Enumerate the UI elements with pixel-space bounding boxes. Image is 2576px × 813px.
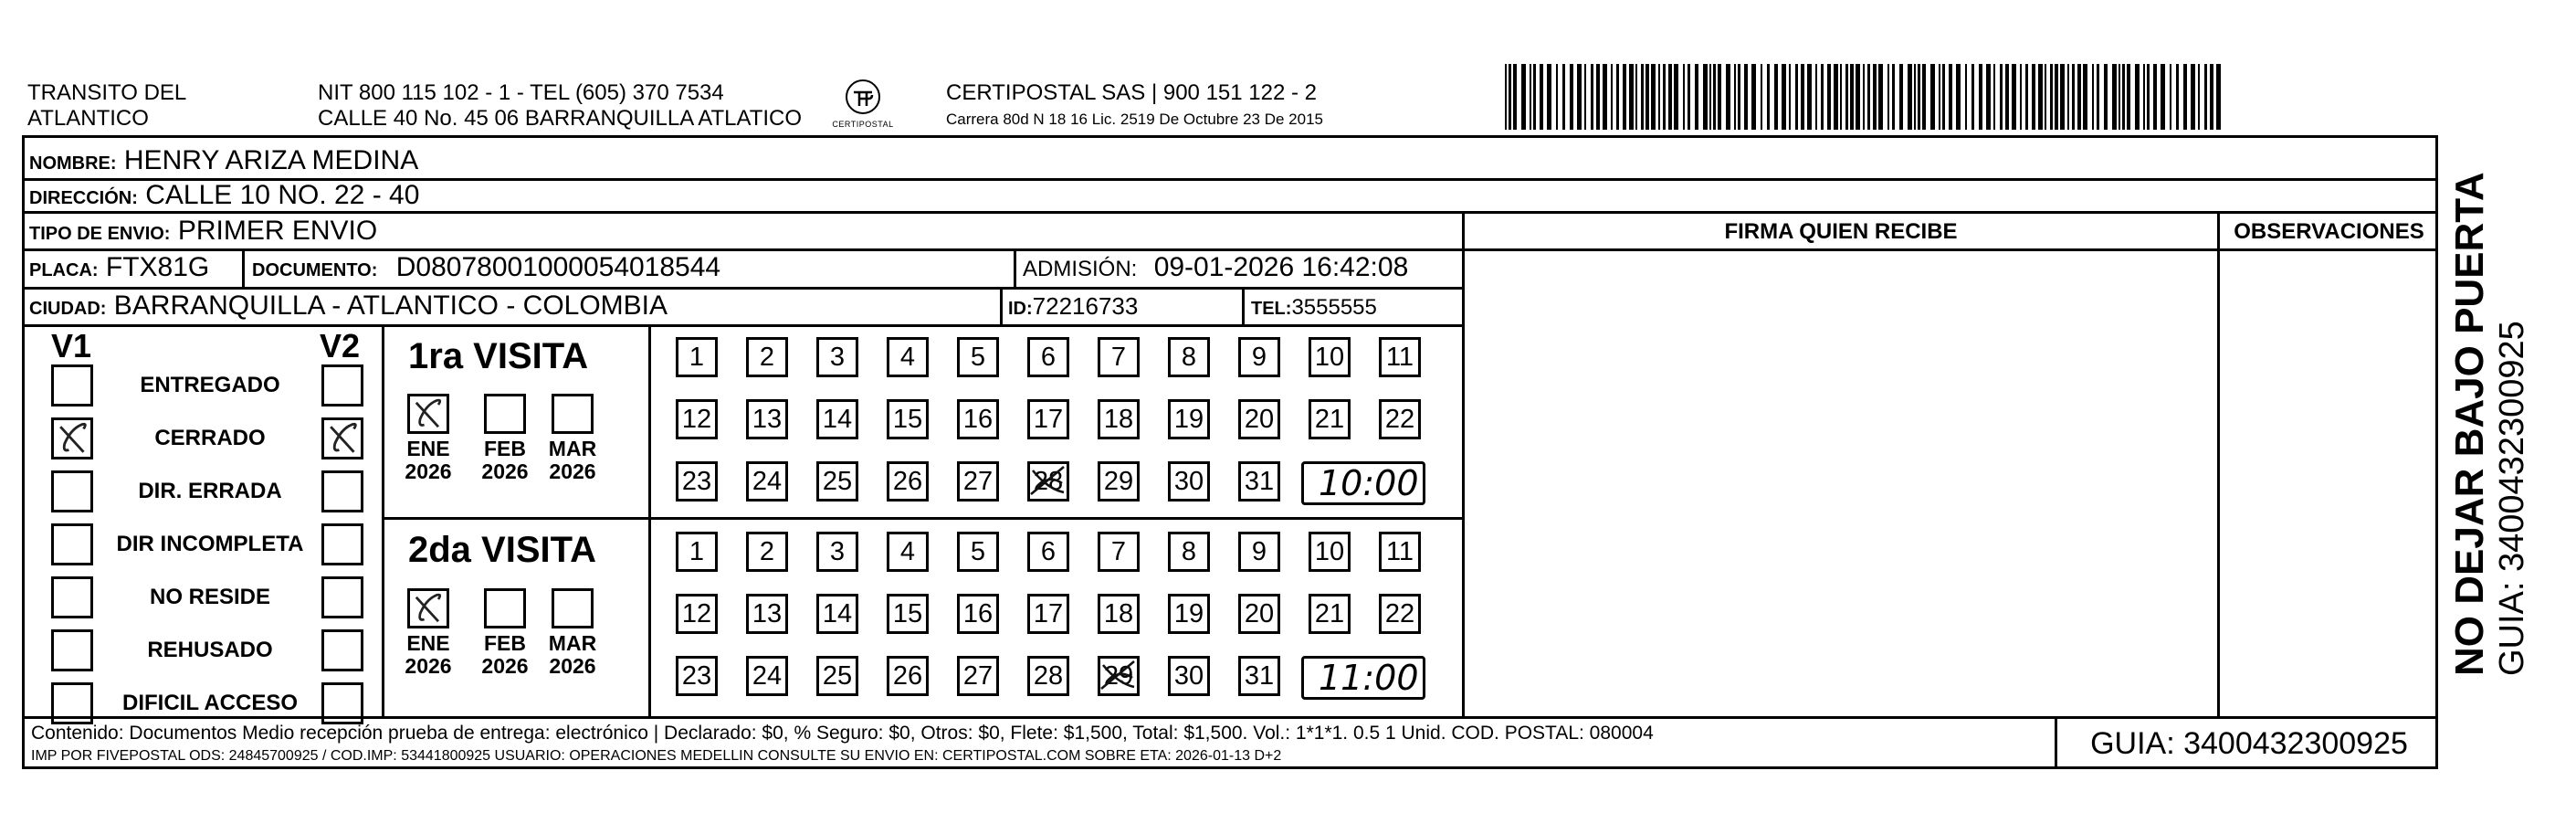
barcode-bar: [1591, 64, 1593, 130]
barcode-bar: [2210, 64, 2213, 130]
month-year: 2026: [405, 654, 452, 678]
barcode-bar: [1782, 64, 1786, 130]
barcode-bar: [1709, 64, 1711, 130]
status-label: REHUSADO: [147, 638, 273, 662]
plate-cell: [29, 253, 209, 285]
barcode-bar: [1939, 64, 1940, 130]
courier-license: Carrera 80d N 18 16 Lic. 2519 De Octubre 23 De 2015: [946, 111, 1323, 128]
barcode-bar: [1616, 64, 1619, 130]
second-visit-day-cell[interactable]: 27: [957, 656, 999, 696]
address-label: DIRECCIÓN:: [29, 188, 138, 208]
month-name: ENE: [406, 631, 450, 655]
barcode-bar: [1979, 64, 1982, 130]
first-visit-day-cell[interactable]: 7: [1098, 337, 1140, 377]
first-visit-day-cell[interactable]: 26: [887, 461, 929, 502]
side-warning: NO DEJAR BAJO PUERTA: [2447, 172, 2492, 676]
barcode-bar: [1840, 64, 1842, 130]
first-visit-day-cell[interactable]: 29: [1098, 461, 1140, 502]
second-visit-day-cell[interactable]: 9: [1238, 532, 1280, 572]
first-visit-day-cell[interactable]: 13: [746, 399, 788, 439]
admission-cell: [1023, 253, 1408, 284]
status-label: NO RESIDE: [149, 585, 271, 609]
admission-label: ADMISIÓN:: [1023, 257, 1138, 281]
barcode-bar: [2112, 64, 2117, 130]
rule: [242, 248, 245, 287]
barcode-bar: [1596, 64, 1600, 130]
second-visit-day-cell[interactable]: 30: [1168, 656, 1210, 696]
barcode-bar: [1668, 64, 1672, 130]
first-visit-month-checkbox[interactable]: [407, 394, 449, 434]
sender-address: CALLE 40 No. 45 06 BARRANQUILLA ATLATICO: [318, 106, 803, 131]
imp-line: IMP POR FIVEPOSTAL ODS: 24845700925 / COD.IMP: 53441800925 USUARIO: OPERACIONES MEDELLIN CONSULTE SU ENVIO EN: CERTIPOSTAL.COM SOBRE ETA: 2026-01-13 D+2: [31, 748, 1282, 764]
first-visit-day-cell[interactable]: 11: [1379, 337, 1421, 377]
barcode-bar: [1533, 64, 1536, 130]
second-visit-day-cell[interactable]: 7: [1098, 532, 1140, 572]
barcode-bar: [2204, 64, 2207, 130]
first-visit-day-cell[interactable]: 23: [676, 461, 718, 502]
barcode-bar: [1767, 64, 1770, 130]
first-visit-day-cell[interactable]: 24: [746, 461, 788, 502]
id-value: 72216733: [1032, 292, 1139, 320]
barcode-bar: [1734, 64, 1736, 130]
barcode-bar: [2072, 64, 2075, 130]
barcode-bar: [2050, 64, 2053, 130]
month-year: 2026: [549, 459, 596, 483]
certipostal-logo: [822, 79, 904, 130]
first-visit-day-cell[interactable]: 8: [1168, 337, 1210, 377]
second-visit-day-cell[interactable]: 23: [676, 656, 718, 696]
side-text: [2447, 172, 2531, 676]
barcode-bar: [1965, 64, 1967, 130]
barcode-bar: [1887, 64, 1889, 130]
barcode-bar: [1863, 64, 1865, 130]
rule: [1462, 211, 1465, 716]
status-label: DIFICIL ACCESO: [121, 691, 298, 715]
barcode-bar: [1956, 64, 1961, 130]
second-visit-day-cell[interactable]: 2: [746, 532, 788, 572]
barcode-bar: [1914, 64, 1916, 130]
barcode-bar: [1641, 64, 1644, 130]
barcode-bar: [1942, 64, 1945, 130]
barcode-bar: [1815, 64, 1817, 130]
first-visit-day-cell[interactable]: 31: [1238, 461, 1280, 502]
rule: [22, 287, 1465, 290]
barcode-bar: [1577, 64, 1582, 130]
barcode-bar: [1713, 64, 1716, 130]
barcode-bar: [1629, 64, 1634, 130]
barcode-bar: [1922, 64, 1926, 130]
shipment-row: [29, 216, 377, 248]
v1-header: V1: [51, 327, 92, 364]
first-visit-day-cell[interactable]: 2: [746, 337, 788, 377]
second-visit-day-cell[interactable]: 8: [1168, 532, 1210, 572]
second-visit-day-cell[interactable]: 4: [887, 532, 929, 572]
rule: [1242, 287, 1245, 324]
month-year: 2026: [405, 459, 452, 483]
barcode-bar: [1513, 64, 1517, 130]
barcode-bar: [1827, 64, 1831, 130]
barcode-bar: [1556, 64, 1558, 130]
first-visit-day-cell[interactable]: 18: [1098, 399, 1140, 439]
handwritten-check-icon: [408, 589, 448, 629]
second-visit-month-label: [473, 632, 537, 678]
first-visit-day-cell[interactable]: 16: [957, 399, 999, 439]
barcode-bar: [1584, 64, 1586, 130]
barcode-bar: [1789, 64, 1791, 130]
id-cell: [1008, 291, 1138, 323]
barcode-bar: [1834, 64, 1838, 130]
barcode-bar: [2020, 64, 2022, 130]
barcode-bar: [1821, 64, 1824, 130]
second-visit-month-checkbox[interactable]: [484, 588, 526, 628]
first-visit-month-label: [473, 438, 537, 483]
rule: [22, 716, 2438, 719]
barcode-bar: [1623, 64, 1626, 130]
rule: [384, 517, 1465, 520]
barcode-bar: [1645, 64, 1649, 130]
barcode-bar: [1540, 64, 1543, 130]
first-visit-day-cell[interactable]: 20: [1238, 399, 1280, 439]
rule: [1000, 287, 1003, 324]
first-visit-month-checkbox[interactable]: [552, 394, 594, 434]
id-label: ID:: [1008, 299, 1033, 319]
barcode-bar: [2067, 64, 2069, 130]
plate-label: PLACA:: [29, 260, 99, 280]
barcode: [1505, 64, 2226, 130]
tel-label: TEL:: [1251, 299, 1292, 319]
second-visit-month-label: [396, 632, 460, 678]
barcode-bar: [1726, 64, 1730, 130]
second-visit-day-cell[interactable]: 15: [887, 594, 929, 634]
signature-header: FIRMA QUIEN RECIBE: [1724, 219, 1958, 244]
month-year: 2026: [481, 654, 529, 678]
rule: [1465, 248, 2438, 251]
barcode-bar: [2119, 64, 2120, 130]
tel-value: 3555555: [1291, 295, 1377, 320]
barcode-bar: [2060, 64, 2065, 130]
recipient-address: CALLE 10 NO. 22 - 40: [145, 180, 420, 210]
first-visit-month-label: [541, 438, 605, 483]
shipment-label: TIPO DE ENVIO:: [29, 224, 171, 244]
barcode-bar: [1801, 64, 1804, 130]
plate-value: FTX81G: [105, 252, 210, 282]
second-visit-day-cell[interactable]: 3: [816, 532, 858, 572]
barcode-bar: [1873, 64, 1877, 130]
second-visit-day-cell[interactable]: 25: [816, 656, 858, 696]
barcode-bar: [1899, 64, 1903, 130]
name-row: [29, 146, 418, 178]
barcode-bar: [2104, 64, 2108, 130]
certipostal-logo-icon: [843, 79, 883, 115]
v2-header: V2: [320, 327, 361, 364]
second-visit-title: 2da VISITA: [408, 530, 596, 570]
barcode-bar: [2045, 64, 2046, 130]
barcode-bar: [1688, 64, 1690, 130]
barcode-bar: [1603, 64, 1607, 130]
month-name: ENE: [406, 437, 450, 460]
barcode-bar: [2032, 64, 2035, 130]
second-visit-day-cell[interactable]: 5: [957, 532, 999, 572]
barcode-bar: [1986, 64, 1991, 130]
barcode-bar: [1761, 64, 1762, 130]
first-visit-day-cell[interactable]: 12: [676, 399, 718, 439]
first-visit-day-cell[interactable]: 28: [1027, 461, 1069, 502]
nit-line: NIT 800 115 102 - 1 - TEL (605) 370 7534: [318, 80, 724, 105]
first-visit-month-checkbox[interactable]: [484, 394, 526, 434]
content-line: Contenido: Documentos Medio recepción prueba de entrega: electrónico | Declarado: $0, % Seguro: $0, Otros: $0, Flete: $1,500, Total: $1,500. Vol.: 1*1*1. 0.5 1 Unid. COD. POSTAL: 080004: [31, 723, 1654, 744]
org-name-line-2: ATLANTICO: [27, 106, 149, 131]
barcode-bar: [2077, 64, 2081, 130]
barcode-bar: [1878, 64, 1883, 130]
barcode-bar: [1674, 64, 1678, 130]
side-guide: GUIA: 3400432300925: [2493, 321, 2531, 676]
barcode-bar: [2092, 64, 2094, 130]
first-visit-day-cell[interactable]: 4: [887, 337, 929, 377]
status-label: DIR. ERRADA: [138, 479, 282, 503]
first-visit-day-cell[interactable]: 17: [1027, 399, 1069, 439]
second-visit-day-cell[interactable]: 31: [1238, 656, 1280, 696]
barcode-bar: [2198, 64, 2200, 130]
first-visit-day-cell[interactable]: 5: [957, 337, 999, 377]
barcode-bar: [2147, 64, 2150, 130]
document-cell: [252, 253, 720, 285]
second-visit-time: 11:00: [1319, 658, 1419, 698]
barcode-bar: [1683, 64, 1685, 130]
second-visit-day-cell[interactable]: 10: [1309, 532, 1351, 572]
org-name-line-1: TRANSITO DEL: [27, 80, 187, 105]
barcode-bar: [2122, 64, 2125, 130]
barcode-bar: [1751, 64, 1756, 130]
first-visit-day-cell[interactable]: 10: [1309, 337, 1351, 377]
rule: [2217, 211, 2220, 716]
first-visit-day-cell[interactable]: 15: [887, 399, 929, 439]
first-visit-title: 1ra VISITA: [408, 336, 589, 376]
barcode-bar: [1807, 64, 1812, 130]
second-visit-day-cell[interactable]: 14: [816, 594, 858, 634]
barcode-bar: [1795, 64, 1798, 130]
month-year: 2026: [549, 654, 596, 678]
barcode-bar: [2127, 64, 2130, 130]
month-year: 2026: [481, 459, 529, 483]
barcode-bar: [2216, 64, 2221, 130]
barcode-bar: [1635, 64, 1637, 130]
barcode-bar: [1718, 64, 1721, 130]
barcode-bar: [1744, 64, 1748, 130]
shipment-type: PRIMER ENVIO: [177, 216, 378, 246]
name-label: NOMBRE:: [29, 153, 117, 174]
second-visit-day-cell[interactable]: 13: [746, 594, 788, 634]
recipient-name: HENRY ARIZA MEDINA: [123, 145, 419, 175]
first-visit-day-cell[interactable]: 3: [816, 337, 858, 377]
barcode-bar: [1892, 64, 1895, 130]
org-name: [27, 80, 186, 132]
barcode-bar: [2143, 64, 2145, 130]
first-visit-day-cell[interactable]: 27: [957, 461, 999, 502]
barcode-bar: [1856, 64, 1860, 130]
admission-value: 09-01-2026 16:42:08: [1153, 252, 1409, 282]
barcode-bar: [1738, 64, 1740, 130]
first-visit-day-cell[interactable]: 14: [816, 399, 858, 439]
barcode-bar: [1703, 64, 1708, 130]
second-visit-day-cell[interactable]: 26: [887, 656, 929, 696]
logo-text: CERTIPOSTAL: [832, 120, 894, 129]
barcode-bar: [2055, 64, 2058, 130]
second-visit-day-cell[interactable]: 22: [1379, 594, 1421, 634]
sender-info: [318, 80, 802, 132]
second-visit-month-checkbox[interactable]: [407, 588, 449, 628]
rule: [22, 324, 1465, 327]
month-name: FEB: [484, 437, 526, 460]
first-visit-time: 10:00: [1319, 463, 1419, 503]
handwritten-check-icon: [408, 395, 448, 435]
barcode-bar: [1695, 64, 1698, 130]
second-visit-month-checkbox[interactable]: [552, 588, 594, 628]
barcode-bar: [2025, 64, 2028, 130]
barcode-bar: [1611, 64, 1613, 130]
month-name: MAR: [548, 437, 597, 460]
tel-cell: [1251, 291, 1377, 323]
rule: [382, 324, 384, 716]
first-visit-day-cell[interactable]: 22: [1379, 399, 1421, 439]
status-label: ENTREGADO: [140, 373, 280, 397]
second-visit-day-cell[interactable]: 6: [1027, 532, 1069, 572]
barcode-bar: [2161, 64, 2165, 130]
first-visit-day-cell[interactable]: 19: [1168, 399, 1210, 439]
barcode-bar: [1774, 64, 1778, 130]
barcode-bar: [1570, 64, 1573, 130]
barcode-bar: [1993, 64, 1995, 130]
barcode-bar: [1850, 64, 1854, 130]
barcode-bar: [2170, 64, 2171, 130]
month-name: FEB: [484, 631, 526, 655]
month-name: MAR: [548, 631, 597, 655]
address-row: [29, 181, 419, 213]
rule: [648, 324, 651, 716]
barcode-bar: [2183, 64, 2187, 130]
second-visit-day-cell[interactable]: 24: [746, 656, 788, 696]
footer-guide: GUIA: 3400432300925: [2090, 726, 2408, 761]
second-visit-day-cell[interactable]: 1: [676, 532, 718, 572]
first-visit-day-cell[interactable]: 30: [1168, 461, 1210, 502]
barcode-bar: [1908, 64, 1912, 130]
barcode-bar: [2135, 64, 2140, 130]
city-cell: [29, 291, 668, 323]
status-label: CERRADO: [154, 426, 266, 450]
rule: [22, 248, 1465, 251]
second-visit-day-cell[interactable]: 11: [1379, 532, 1421, 572]
courier-info: [946, 80, 1323, 130]
barcode-bar: [2153, 64, 2157, 130]
first-visit-day-cell[interactable]: 1: [676, 337, 718, 377]
barcode-bar: [2005, 64, 2009, 130]
barcode-bar: [1867, 64, 1870, 130]
second-visit-day-cell[interactable]: 17: [1027, 594, 1069, 634]
barcode-bar: [1845, 64, 1848, 130]
barcode-bar: [1651, 64, 1656, 130]
status-label: DIR INCOMPLETA: [116, 532, 304, 556]
observations-header: OBSERVACIONES: [2234, 219, 2424, 244]
rule: [2055, 716, 2057, 769]
barcode-bar: [2097, 64, 2099, 130]
barcode-bar: [2083, 64, 2087, 130]
courier-line: CERTIPOSTAL SAS | 900 151 122 - 2: [946, 80, 1317, 105]
barcode-bar: [2176, 64, 2179, 130]
barcode-bar: [2191, 64, 2195, 130]
second-visit-day-cell[interactable]: 18: [1098, 594, 1140, 634]
barcode-bar: [1918, 64, 1920, 130]
second-visit-day-cell[interactable]: 19: [1168, 594, 1210, 634]
second-visit-day-cell[interactable]: 29: [1098, 656, 1140, 696]
barcode-bar: [1930, 64, 1935, 130]
second-visit-day-cell[interactable]: 20: [1238, 594, 1280, 634]
barcode-bar: [1530, 64, 1531, 130]
second-visit-day-cell[interactable]: 28: [1027, 656, 1069, 696]
document-value: D08078001000054018544: [395, 252, 721, 282]
second-visit-month-label: [541, 632, 605, 678]
second-visit-day-cell[interactable]: 21: [1309, 594, 1351, 634]
first-visit-day-cell[interactable]: 6: [1027, 337, 1069, 377]
second-visit-time-box[interactable]: [1301, 656, 1425, 700]
first-visit-day-cell[interactable]: 9: [1238, 337, 1280, 377]
rule: [1014, 248, 1016, 287]
barcode-bar: [1509, 64, 1511, 130]
city-label: CIUDAD:: [29, 299, 107, 319]
barcode-bar: [1663, 64, 1666, 130]
barcode-bar: [1547, 64, 1551, 130]
barcode-bar: [2038, 64, 2043, 130]
city-value: BARRANQUILLA - ATLANTICO - COLOMBIA: [113, 290, 668, 321]
barcode-bar: [2000, 64, 2003, 130]
first-visit-month-label: [396, 438, 460, 483]
barcode-bar: [1505, 64, 1507, 130]
first-visit-time-box[interactable]: [1301, 461, 1425, 505]
document-label: DOCUMENTO:: [252, 260, 378, 280]
second-visit-day-cell[interactable]: 12: [676, 594, 718, 634]
barcode-bar: [2012, 64, 2016, 130]
first-visit-day-cell[interactable]: 25: [816, 461, 858, 502]
second-visit-day-cell[interactable]: 16: [957, 594, 999, 634]
barcode-bar: [1658, 64, 1660, 130]
first-visit-day-cell[interactable]: 21: [1309, 399, 1351, 439]
barcode-bar: [1562, 64, 1565, 130]
barcode-bar: [1521, 64, 1526, 130]
barcode-bar: [1971, 64, 1974, 130]
barcode-bar: [1949, 64, 1952, 130]
